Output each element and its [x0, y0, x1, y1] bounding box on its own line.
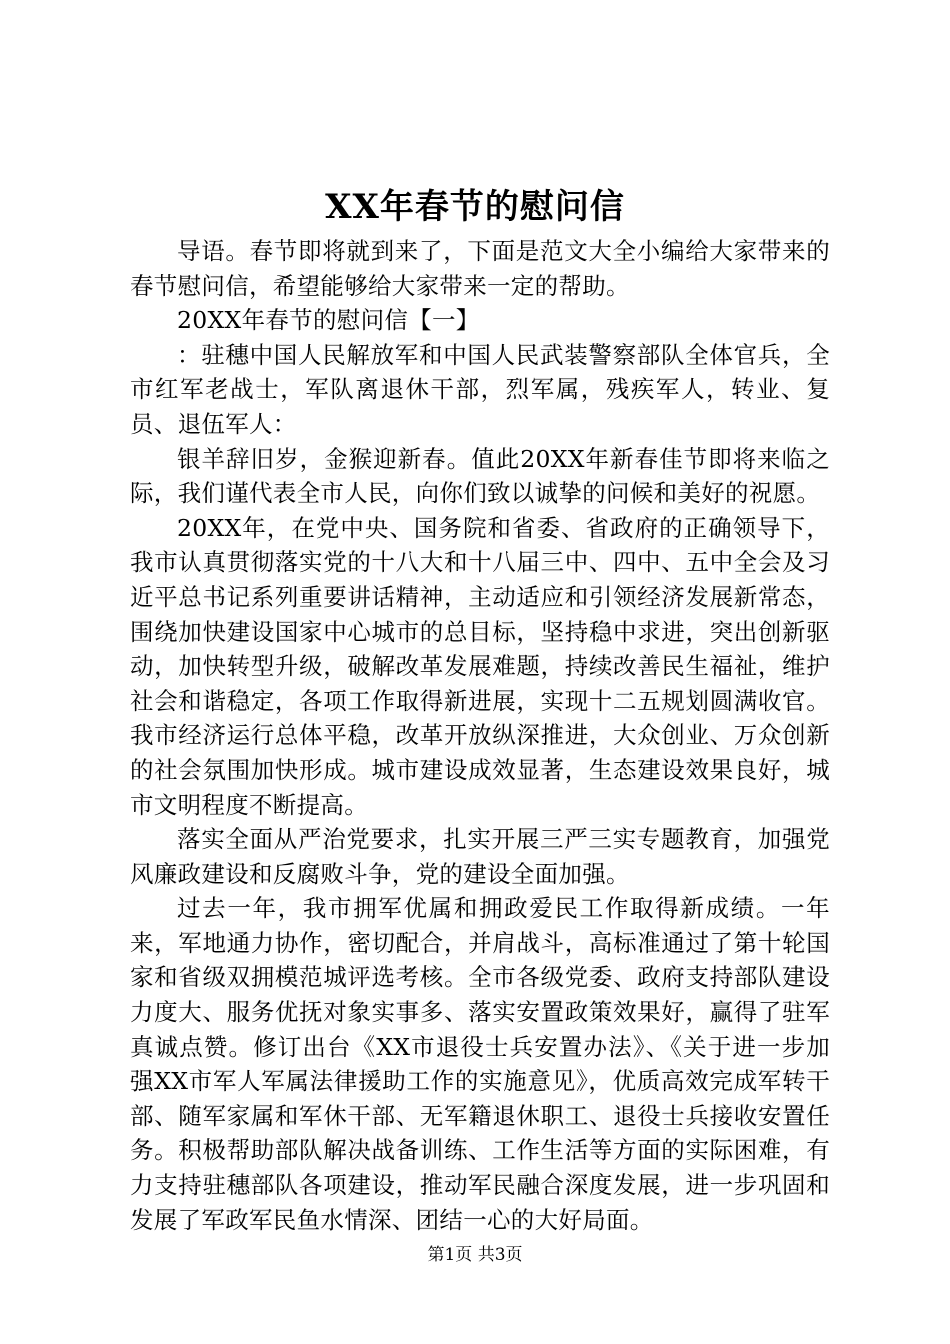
- intro-paragraph: 导语。春节即将就到来了，下面是范文大全小编给大家带来的春节慰问信，希望能够给大家带来一定的帮助。: [130, 237, 830, 300]
- page-number-footer: 第1页 共3页: [427, 1245, 523, 1265]
- salutation-paragraph: ：驻穗中国人民解放军和中国人民武装警察部队全体官兵，全市红军老战士，军队离退休干部，烈军属，残疾军人，转业、复员、退伍军人：: [130, 340, 830, 438]
- review-paragraph: 20XX年，在党中央、国务院和省委、省政府的正确领导下，我市认真贯彻落实党的十八大和十八届三中、四中、五中全会及习近平总书记系列重要讲话精神，主动适应和引领经济发展新常态，围绕加快建设国家中心城市的总目标，坚持稳中求进，突出创新驱动，加快转型升级，破解改革发展难题，持续改善民生福祉，维护社会和谐稳定，各项工作取得新进展，实现十二五规划圆满收官。我市经济运行总体平稳，改革开放纵深推进，大众创业、万众创新的社会氛围加快形成。城市建设成效显著，生态建设效果良好，城市文明程度不断提高。: [130, 513, 830, 819]
- greeting-paragraph: 银羊辞旧岁，金猴迎新春。值此20XX年新春佳节即将来临之际，我们谨代表全市人民，向你们致以诚挚的问候和美好的祝愿。: [130, 444, 830, 508]
- document-body: [130, 234, 830, 1237]
- military-support-paragraph: 过去一年，我市拥军优属和拥政爱民工作取得新成绩。一年来，军地通力协作，密切配合，并肩战斗，高标准通过了第十轮国家和省级双拥模范城评选考核。全市各级党委、政府支持部队建设力度大、服务优抚对象实事多、落实安置政策效果好，赢得了驻军真诚点赞。修订出台《XX市退役士兵安置办法》、《关于进一步加强XX市军人军属法律援助工作的实施意见》，优质高效完成军转干部、随军家属和军休干部、无军籍退休职工、退役士兵接收安置任务。积极帮助部队解决战备训练、工作生活等方面的实际困难，有力支持驻穗部队各项建设，推动军民融合深度发展，进一步巩固和发展了军政军民鱼水情深、团结一心的大好局面。: [130, 894, 830, 1234]
- party-building-paragraph: 落实全面从严治党要求，扎实开展三严三实专题教育，加强党风廉政建设和反腐败斗争，党的建设全面加强。: [130, 825, 830, 888]
- document-title: XX年春节的慰问信: [325, 187, 625, 227]
- section-heading: 20XX年春节的慰问信【一】: [177, 306, 480, 335]
